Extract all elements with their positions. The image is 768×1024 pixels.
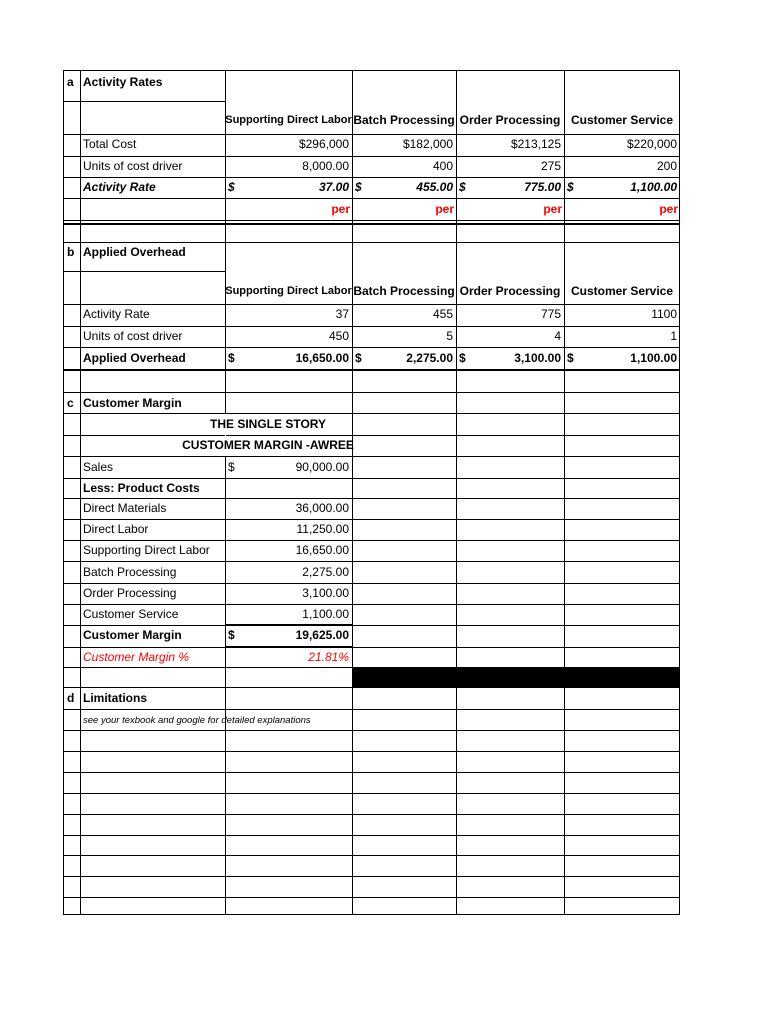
- b-rate-service: 1100: [651, 307, 677, 321]
- b-units-label: Units of cost driver: [83, 329, 183, 343]
- grid-row-line: [64, 242, 680, 243]
- grid-col-line: [564, 71, 565, 915]
- grid-row-line: [64, 519, 680, 520]
- a-rate-service: $ 1,100.00: [567, 180, 677, 194]
- a-total-cost-batch: $182,000: [402, 137, 453, 151]
- grid-row-line: [225, 624, 352, 626]
- b-units-batch: 5: [446, 329, 453, 343]
- b-header-sdl: Supporting Direct Labor: [225, 285, 352, 297]
- a-units-sdl: 8,000.00: [302, 159, 349, 173]
- a-total-cost-sdl: $296,000: [298, 137, 349, 151]
- section-d-title: Limitations: [83, 691, 148, 705]
- c-cost-label-service: Customer Service: [83, 607, 179, 621]
- grid-col-line: [456, 71, 457, 915]
- c-cost-value-sdl: 16,650.00: [295, 543, 349, 557]
- a-rate-order: $ 775.00: [459, 180, 561, 194]
- grid-row-line: [64, 156, 680, 157]
- grid-row-line: [64, 625, 680, 626]
- b-applied-label: Applied Overhead: [83, 351, 186, 365]
- c-heading-company: THE SINGLE STORY: [209, 417, 326, 431]
- c-cost-value-dm: 36,000.00: [295, 501, 349, 515]
- b-units-order: 4: [554, 329, 561, 343]
- a-total-cost-service: $220,000: [626, 137, 677, 151]
- a-units-batch: 400: [432, 159, 453, 173]
- grid-row-line: [64, 687, 680, 688]
- grid-row-line: [64, 456, 680, 457]
- c-less-label: Less: Product Costs: [83, 481, 200, 495]
- a-total-cost-order: $213,125: [510, 137, 561, 151]
- grid-row-line: [64, 478, 680, 479]
- a-header-batch: Batch Processing: [353, 113, 455, 127]
- b-header-order: Order Processing: [459, 284, 561, 298]
- b-header-service: Customer Service: [570, 284, 674, 298]
- a-units-label: Units of cost driver: [83, 159, 183, 173]
- section-d-letter: d: [67, 691, 75, 705]
- b-rate-order: 775: [540, 307, 561, 321]
- section-b-title: Applied Overhead: [83, 245, 186, 259]
- c-cost-label-dm: Direct Materials: [83, 501, 167, 515]
- a-header-service: Customer Service: [570, 113, 674, 127]
- grid-row-line: [64, 730, 680, 731]
- grid-row-line: [64, 220, 680, 221]
- grid-row-line: [64, 561, 680, 562]
- grid-row-line: [64, 772, 680, 773]
- a-per-order: per: [543, 202, 562, 216]
- grid-row-line: [64, 101, 225, 102]
- grid-row-line: [64, 435, 680, 436]
- grid-row-line: [64, 304, 680, 305]
- c-sales-label: Sales: [83, 460, 114, 474]
- grid-row-line: [225, 646, 352, 648]
- a-rate-batch: $ 455.00: [355, 180, 453, 194]
- c-margin-value: $ 19,625.00: [228, 628, 349, 642]
- grid-row-line: [64, 793, 680, 794]
- grid-row-line: [64, 134, 680, 135]
- b-units-sdl: 450: [328, 329, 349, 343]
- grid-col-line: [352, 71, 353, 915]
- grid-row-line: [64, 897, 680, 898]
- c-cost-label-batch: Batch Processing: [83, 565, 177, 579]
- section-a-letter: a: [67, 75, 74, 89]
- a-units-order: 275: [540, 159, 561, 173]
- section-c-letter: c: [67, 396, 74, 410]
- a-units-service: 200: [656, 159, 677, 173]
- c-sales-value: $ 90,000.00: [228, 460, 349, 474]
- a-rate-sdl: $ 37.00: [228, 180, 349, 194]
- grid-row-line: [64, 413, 680, 414]
- grid-row-line: [64, 835, 680, 836]
- section-c-title: Customer Margin: [83, 396, 182, 410]
- grid-row-line: [64, 583, 680, 584]
- grid-row-line: [64, 223, 680, 225]
- c-cost-value-order: 3,100.00: [302, 586, 349, 600]
- grid-row-line: [64, 392, 680, 393]
- a-per-sdl: per: [331, 202, 350, 216]
- black-filled-band: [352, 668, 680, 687]
- section-a-title: Activity Rates: [83, 75, 163, 89]
- grid-row-line: [64, 271, 225, 272]
- c-cost-label-sdl: Supporting Direct Labor: [83, 543, 210, 557]
- a-per-service: per: [659, 202, 678, 216]
- a-per-batch: per: [435, 202, 454, 216]
- c-margin-pct-label: Customer Margin %: [83, 650, 190, 664]
- c-cost-label-order: Order Processing: [83, 586, 177, 600]
- grid-row-line: [64, 369, 680, 371]
- b-applied-batch: $ 2,275.00: [355, 351, 453, 365]
- grid-row-line: [64, 347, 680, 348]
- b-applied-sdl: $ 16,650.00: [228, 351, 349, 365]
- grid-row-line: [64, 326, 680, 327]
- section-b-letter: b: [67, 245, 75, 259]
- grid-row-line: [64, 814, 680, 815]
- b-rate-batch: 455: [432, 307, 453, 321]
- c-cost-value-dl: 11,250.00: [296, 522, 349, 536]
- grid-col-line: [225, 71, 226, 915]
- grid-row-line: [64, 709, 680, 710]
- b-applied-service: $ 1,100.00: [567, 351, 677, 365]
- c-cost-value-batch: 2,275.00: [302, 565, 349, 579]
- b-units-service: 1: [670, 329, 677, 343]
- grid-row-line: [64, 876, 680, 877]
- grid-row-line: [64, 751, 680, 752]
- grid-row-line: [64, 177, 680, 178]
- c-heading-report: CUSTOMER MARGIN -AWREE: [182, 438, 354, 452]
- b-rate-sdl: 37: [335, 307, 349, 321]
- grid-row-line: [64, 647, 680, 648]
- c-cost-value-service: 1,100.00: [302, 607, 349, 621]
- a-total-cost-label: Total Cost: [83, 137, 137, 151]
- b-header-batch: Batch Processing: [353, 284, 455, 298]
- grid-row-line: [64, 498, 680, 499]
- a-rate-label: Activity Rate: [83, 180, 156, 194]
- b-rate-label: Activity Rate: [83, 307, 150, 321]
- b-applied-order: $ 3,100.00: [459, 351, 561, 365]
- a-header-sdl: Supporting Direct Labor: [225, 114, 352, 126]
- grid-row-line: [64, 855, 680, 856]
- d-note: see your texbook and google for detailed explanations: [83, 715, 311, 726]
- c-cost-label-dl: Direct Labor: [83, 522, 149, 536]
- spreadsheet: [63, 70, 680, 915]
- grid-row-line: [64, 540, 680, 541]
- c-margin-pct-value: 21.81%: [308, 650, 349, 664]
- grid-row-line: [64, 604, 680, 605]
- a-header-order: Order Processing: [459, 113, 561, 127]
- grid-row-line: [64, 198, 680, 199]
- c-margin-label: Customer Margin: [83, 628, 182, 642]
